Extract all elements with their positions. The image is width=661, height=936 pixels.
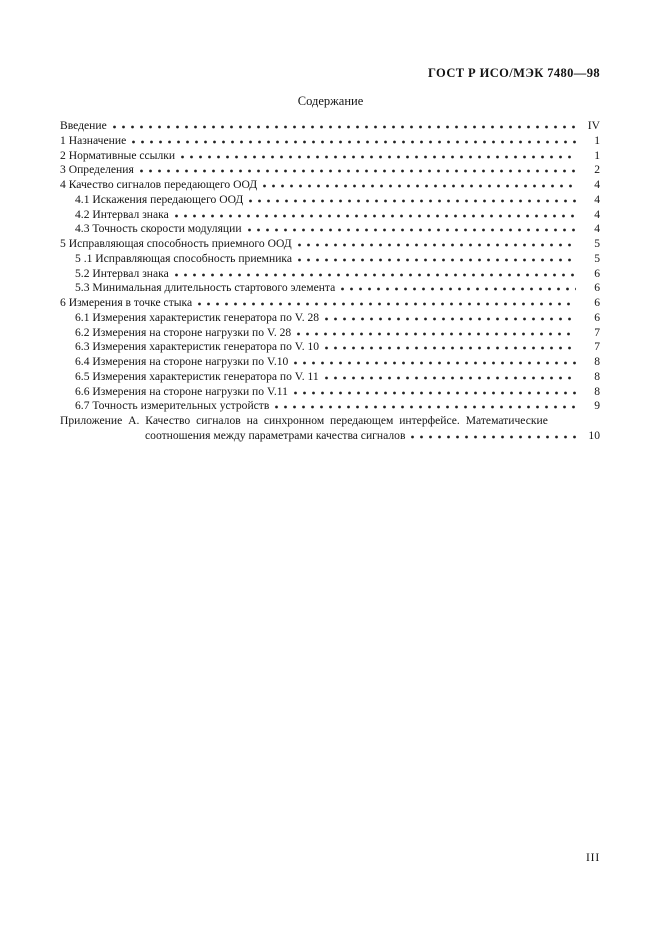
dot-leader <box>175 267 576 277</box>
toc-entry-label: 3 Определения <box>60 163 134 177</box>
toc-entry-label: 5.3 Минимальная длительность стартового элемента <box>75 281 336 295</box>
toc-entry-label: 6 Измерения в точке стыка <box>60 296 193 309</box>
dot-leader <box>175 208 576 218</box>
dot-leader <box>113 119 576 129</box>
toc-entry-page: 8 <box>594 355 600 368</box>
toc-entry-page: 7 <box>594 340 600 354</box>
dot-leader <box>411 429 576 439</box>
toc-entry-page: 5 <box>594 237 600 250</box>
dot-leader <box>297 326 576 336</box>
toc-entry-label: 6.1 Измерения характеристик генератора по V. 28 <box>75 310 320 324</box>
toc-entry-page: 1 <box>594 148 600 162</box>
toc-entry <box>60 311 600 326</box>
toc-entry-page: 6 <box>594 296 600 309</box>
toc-entry <box>60 326 600 341</box>
dot-leader <box>298 237 576 247</box>
toc-entry <box>60 237 600 252</box>
toc-entry <box>60 340 600 355</box>
dot-leader <box>248 222 576 232</box>
toc-entry-appendix-line1 <box>60 414 600 429</box>
table-of-contents <box>60 119 600 444</box>
toc-entry-label: 6.4 Измерения на стороне нагрузки по V.10 <box>75 355 289 368</box>
toc-entry <box>60 296 600 311</box>
toc-entry <box>60 385 600 400</box>
toc-entry-label: 5 .1 Исправляющая способность приемника <box>75 251 293 265</box>
dot-leader <box>294 385 576 395</box>
toc-entry <box>60 222 600 237</box>
dot-leader <box>181 149 576 159</box>
toc-entry-page: 4 <box>594 178 600 191</box>
toc-entry-page: 4 <box>594 207 600 221</box>
toc-entry <box>60 252 600 267</box>
toc-entry <box>60 281 600 296</box>
dot-leader <box>198 296 576 306</box>
dot-leader <box>140 163 576 173</box>
toc-entry-label: 6.3 Измерения характеристик генератора по V. 10 <box>75 340 320 354</box>
toc-entry-page: 4 <box>594 192 600 206</box>
toc-entry-page: 8 <box>594 369 600 383</box>
toc-entry-label: Приложение А. Качество сигналов на синхронном передающем интерфейсе. Математические <box>60 414 548 427</box>
dot-leader <box>325 370 576 380</box>
toc-entry-page: 8 <box>594 384 600 398</box>
toc-entry-label: 4.2 Интервал знака <box>75 207 169 221</box>
toc-entry-label: 2 Нормативные ссылки <box>60 148 176 162</box>
toc-entry <box>60 193 600 208</box>
toc-entry <box>60 355 600 370</box>
toc-entry <box>60 208 600 223</box>
toc-entry-label: 1 Назначение <box>60 133 127 147</box>
toc-entry-page: 6 <box>594 266 600 280</box>
toc-entry-page: 10 <box>588 428 600 442</box>
dot-leader <box>249 193 576 203</box>
document-header: ГОСТ Р ИСО/МЭК 7480—98 <box>428 66 600 80</box>
toc-entry-page: 6 <box>594 310 600 324</box>
toc-entry-label: 5 Исправляющая способность приемного ООД <box>60 237 292 250</box>
toc-entry-label: Введение <box>60 119 107 132</box>
toc-entry-label: соотношения между параметрами качества сигналов <box>145 428 406 442</box>
dot-leader <box>325 340 576 350</box>
toc-entry-label: 4.3 Точность скорости модуляции <box>75 222 242 236</box>
dot-leader <box>298 252 576 262</box>
toc-entry-page: 4 <box>594 222 600 236</box>
toc-entry <box>60 267 600 282</box>
toc-entry-label: 6.2 Измерения на стороне нагрузки по V. 28 <box>75 325 292 339</box>
toc-entry <box>60 119 600 134</box>
toc-entry <box>60 134 600 149</box>
toc-entry-label: 4.1 Искажения передающего ООД <box>75 192 244 206</box>
toc-entry-page: IV <box>587 119 600 132</box>
toc-entry-label: 5.2 Интервал знака <box>75 266 169 280</box>
toc-entry <box>60 178 600 193</box>
toc-entry-page: 2 <box>594 163 600 177</box>
dot-leader <box>132 134 576 144</box>
toc-entry-page: 1 <box>594 133 600 147</box>
dot-leader <box>263 178 576 188</box>
toc-entry-label: 6.7 Точность измерительных устройств <box>75 399 270 413</box>
dot-leader <box>275 399 576 409</box>
page-title: Содержание <box>297 94 364 108</box>
toc-entry-appendix-line2 <box>60 429 600 444</box>
toc-entry <box>60 399 600 414</box>
toc-entry-page: 9 <box>594 399 600 413</box>
toc-entry-page: 7 <box>594 325 600 339</box>
toc-entry-label: 4 Качество сигналов передающего ООД <box>60 178 258 191</box>
toc-entry <box>60 163 600 178</box>
dot-leader <box>294 355 576 365</box>
dot-leader <box>554 414 576 424</box>
dot-leader <box>341 281 576 291</box>
toc-entry-page: 5 <box>594 251 600 265</box>
page-number: III <box>586 851 600 864</box>
toc-entry-label: 6.6 Измерения на стороне нагрузки по V.11 <box>75 384 288 398</box>
toc-entry <box>60 370 600 385</box>
toc-entry-page: 6 <box>594 281 600 295</box>
dot-leader <box>325 311 576 321</box>
toc-entry <box>60 149 600 164</box>
toc-entry-label: 6.5 Измерения характеристик генератора по V. 11 <box>75 369 319 383</box>
